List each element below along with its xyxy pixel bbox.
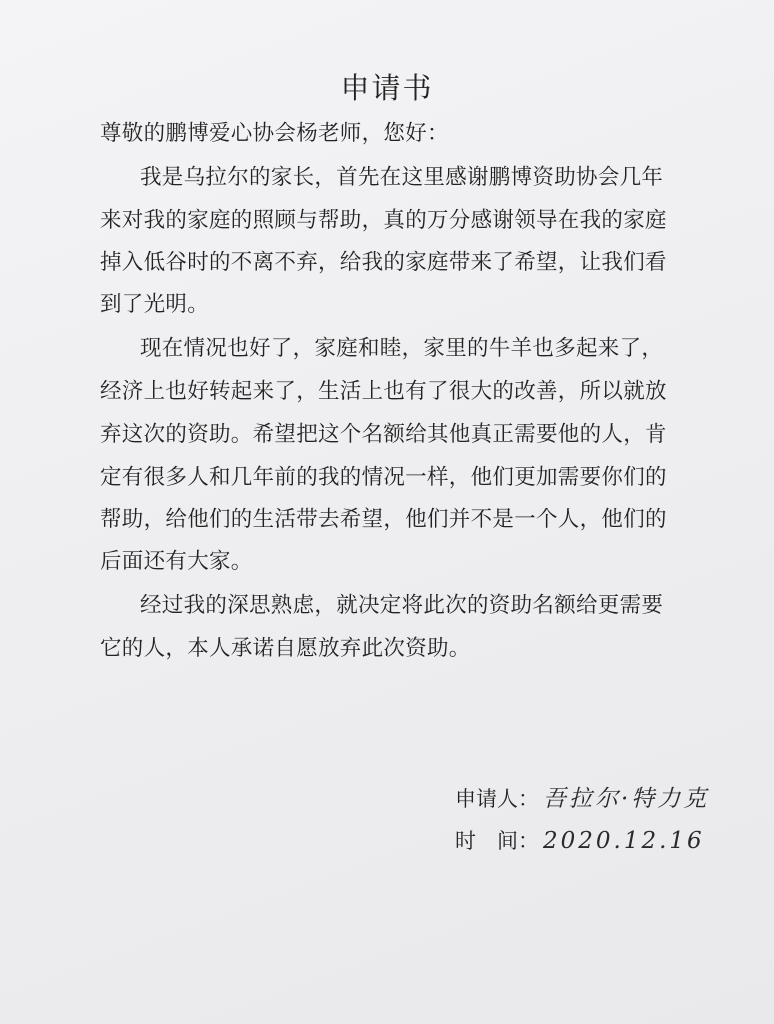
text-line: 经过我的深思熟虑，就决定将此次的资助名额给更需要 [140, 593, 664, 618]
text-line: 定有很多人和几年前的我的情况一样，他们更加需要你们的 [100, 465, 667, 490]
text-line: 后面还有大家。 [100, 549, 253, 574]
text-line: 帮助，给他们的生活带去希望，他们并不是一个人，他们的 [100, 507, 667, 532]
date-label: 时 间： [455, 829, 539, 853]
date-row [455, 825, 705, 855]
text-line: 经济上也好转起来了，生活上也有了很大的改善，所以就放 [100, 379, 667, 404]
text-line: 到了光明。 [100, 292, 210, 317]
greeting: 尊敬的鹏博爱心协会杨老师，您好： [100, 121, 449, 146]
handwritten-signature: 吾拉尔·特力克 [543, 786, 710, 812]
text-line: 弃这次的资助。希望把这个名额给其他真正需要他的人，肯 [100, 422, 667, 447]
text-line: 来对我的家庭的照顾与帮助，真的万分感谢领导在我的家庭 [100, 208, 667, 233]
applicant-row [455, 780, 709, 813]
text-line: 我是乌拉尔的家长，首先在这里感谢鹏博资助协会几年 [140, 165, 664, 190]
text-line: 现在情况也好了，家庭和睦，家里的牛羊也多起来了， [140, 336, 664, 361]
text-line: 掉入低谷时的不离不弃，给我的家庭带来了希望，让我们看 [100, 250, 667, 275]
letter-title: 申请书 [340, 71, 434, 105]
handwritten-date: 2020.12.16 [543, 828, 705, 854]
text-line: 它的人，本人承诺自愿放弃此次资助。 [100, 636, 471, 661]
applicant-label: 申请人： [455, 787, 539, 811]
